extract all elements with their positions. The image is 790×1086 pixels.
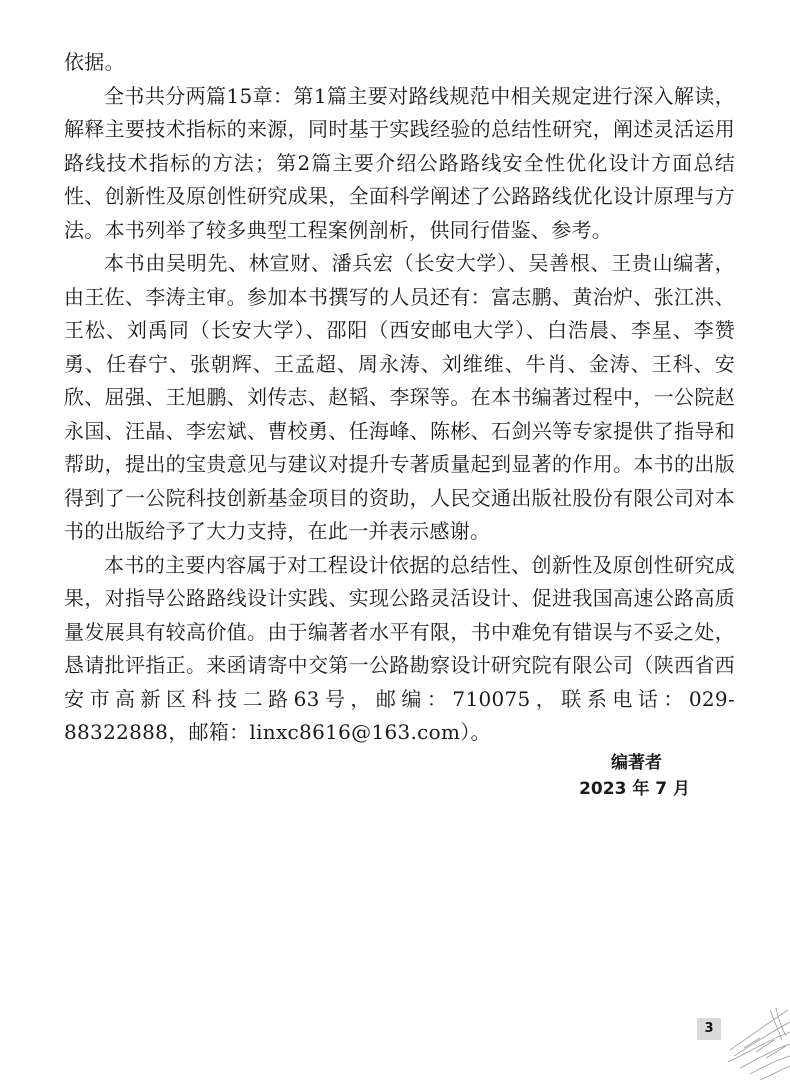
corner-decoration-icon <box>720 990 790 1086</box>
signature-date: 2023 年 7 月 <box>579 779 690 799</box>
paragraph-book-structure: 全书共分两篇15章：第1篇主要对路线规范中相关规定进行深入解读，解释主要技术指标的来源，同时基于实践经验的总结性研究，阐述灵活运用路线技术指标的方法；第2篇主要介绍公路路线安全性优化设计方面总结性、创新性及原创性研究成果，全面科学阐述了公路路线优化设计原理与方法。本书列举了较多典型工程案例剖析，供同行借鉴、参考。 <box>64 83 735 242</box>
preface-body <box>64 46 735 750</box>
signature-author: 编著者 <box>611 753 662 773</box>
paragraph-authors-acknowledgements: 本书由吴明先、林宣财、潘兵宏（长安大学）、吴善根、王贵山编著，由王佐、李涛主审。参加本书撰写的人员还有：富志鹏、黄治炉、张江洪、王松、刘禹同（长安大学）、邵阳（西安邮电大学）、白浩晨、李星、李赞勇、任春宁、张朝辉、王孟超、周永涛、刘维维、牛肖、金涛、王科、安欣、屈强、王旭鹏、刘传志、赵韬、李琛等。在本书编著过程中，一公院赵永国、汪晶、李宏斌、曹校勇、任海峰、陈彬、石剑兴等专家提供了指导和帮助，提出的宝贵意见与建议对提升专著质量起到显著的作用。本书的出版得到了一公院科技创新基金项目的资助，人民交通出版社股份有限公司对本书的出版给予了大力支持，在此一并表示感谢。 <box>64 251 735 543</box>
paragraph-value-and-contact: 本书的主要内容属于对工程设计依据的总结性、创新性及原创性研究成果，对指导公路路线设计实践、实现公路灵活设计、促进我国高速公路高质量发展具有较高价值。由于编著者水平有限，书中难免有错误与不妥之处，恳请批评指正。来函请寄中交第一公路勘察设计研究院有限公司（陕西省西安市高新区科技二路63号，邮编：710075，联系电话：029-88322888，邮箱：linxc8616@163.com）。 <box>64 552 735 744</box>
paragraph-continuation: 依据。 <box>64 50 125 74</box>
page-number: 3 <box>697 1018 721 1040</box>
